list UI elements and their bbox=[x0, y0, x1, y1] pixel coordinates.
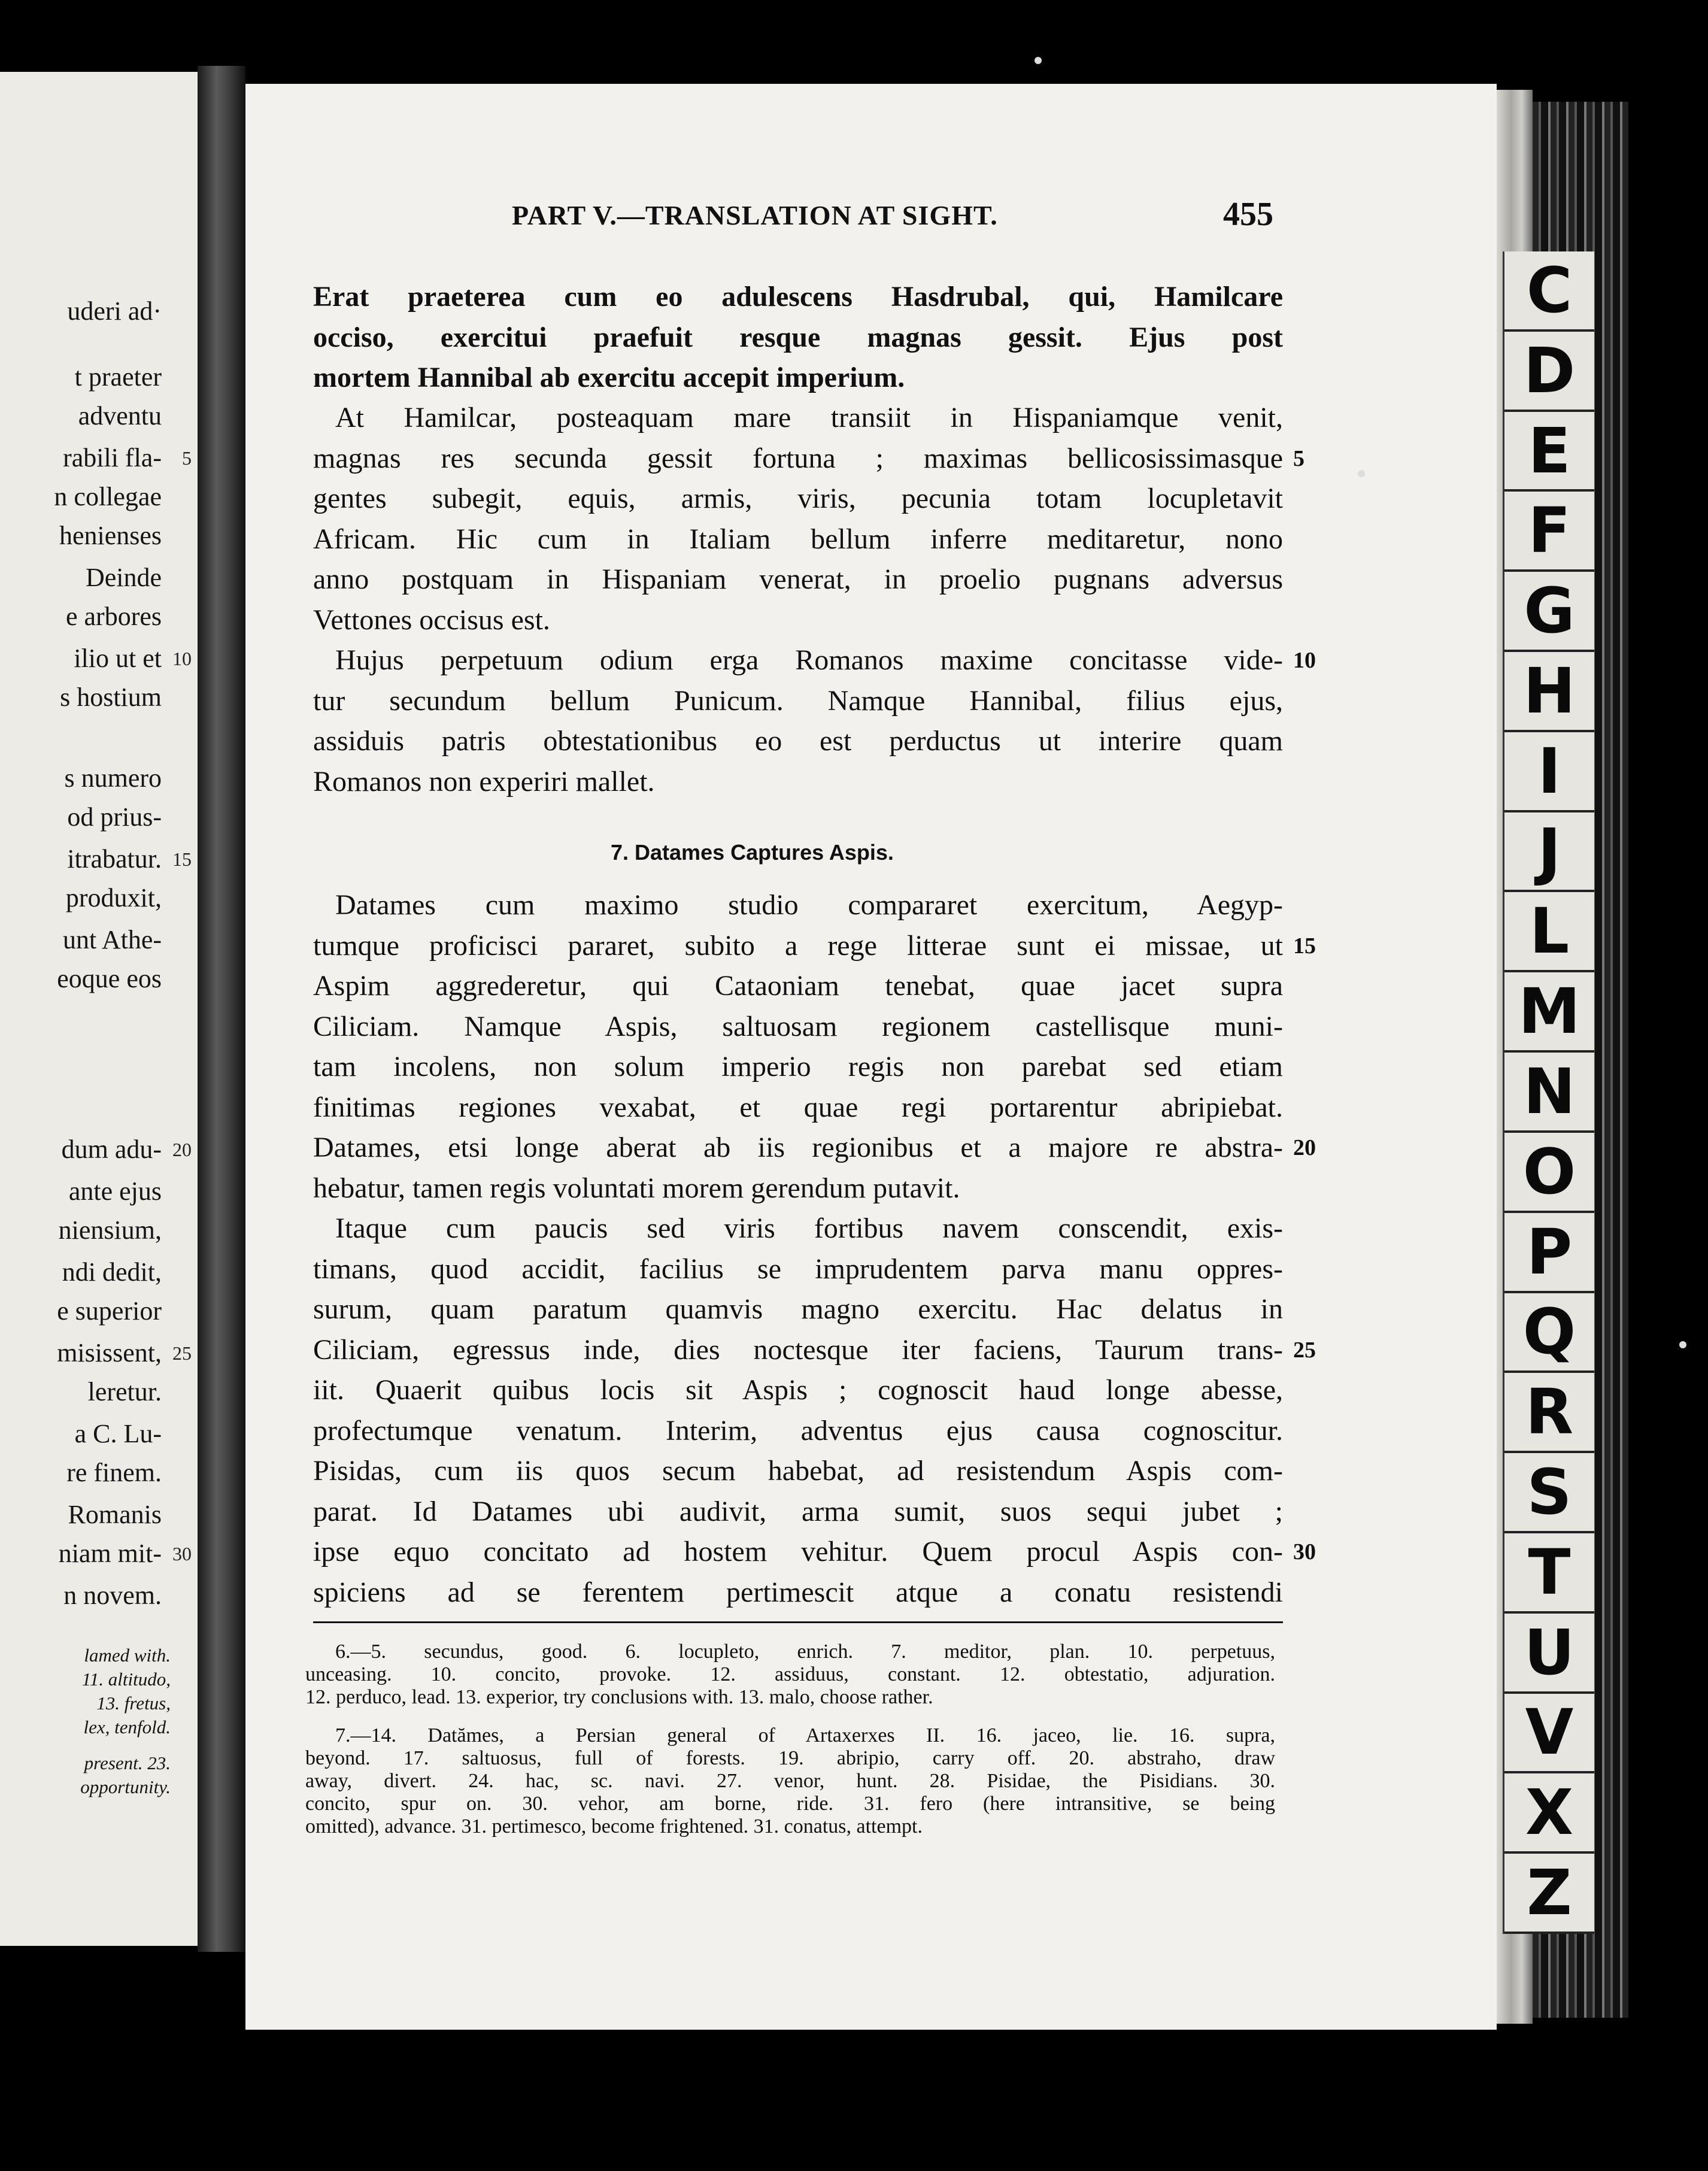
index-tab-p[interactable]: P bbox=[1504, 1213, 1594, 1293]
text-line: Aspim aggrederetur, qui Cataoniam tenebat, quae jacet supra bbox=[313, 970, 1283, 1002]
index-tab-m[interactable]: M bbox=[1504, 972, 1594, 1053]
index-tab-i[interactable]: I bbox=[1504, 732, 1594, 812]
line-number: 30 bbox=[1293, 1539, 1316, 1564]
index-tab-x[interactable]: X bbox=[1504, 1773, 1594, 1854]
text-line: iit. Quaerit quibus locis sit Aspis ; cognoscit haud longe abesse, bbox=[313, 1374, 1283, 1406]
facing-footnote-line: lex, tenfold. bbox=[83, 1717, 171, 1738]
facing-text-line: s numero bbox=[64, 763, 162, 793]
line-number: 25 bbox=[1293, 1338, 1316, 1363]
text-line: tumque proficisci pararet, subito a rege litterae sunt ei missae, ut bbox=[313, 930, 1283, 962]
footnote-line: 7.—14. Datămes, a Persian general of Artaxerxes II. 16. jaceo, lie. 16. supra, bbox=[335, 1724, 1275, 1746]
facing-text-line: ante ejus bbox=[68, 1177, 162, 1206]
text-line: ipse equo concitato ad hostem vehitur. Quem procul Aspis con- bbox=[313, 1536, 1283, 1567]
index-tab-g[interactable]: G bbox=[1504, 572, 1594, 652]
text-line: assiduis patris obtestationibus eo est perductus ut interire quam bbox=[313, 725, 1283, 757]
facing-text-line: ndi dedit, bbox=[62, 1257, 162, 1287]
facing-text-line: niensium, bbox=[58, 1215, 162, 1245]
text-line: hebatur, tamen regis voluntati morem gerendum putavit. bbox=[313, 1172, 960, 1204]
facing-text-line: n collegae bbox=[54, 482, 162, 511]
index-tab-s[interactable]: S bbox=[1504, 1453, 1594, 1533]
index-tab-z[interactable]: Z bbox=[1504, 1854, 1594, 1934]
index-tab-j[interactable]: J bbox=[1504, 812, 1594, 893]
line-number: 20 bbox=[1293, 1135, 1316, 1160]
facing-text-line: eoque eos bbox=[57, 964, 162, 993]
facing-text-line: itrabatur. bbox=[67, 844, 162, 874]
text-line: At Hamilcar, posteaquam mare transiit in Hispaniamque venit, bbox=[335, 402, 1283, 433]
facing-text-line: a C. Lu- bbox=[74, 1419, 162, 1448]
speck bbox=[1034, 57, 1042, 64]
index-tab-t[interactable]: T bbox=[1504, 1533, 1594, 1614]
text-line: surum, quam paratum quamvis magno exercitu. Hac delatus in bbox=[313, 1293, 1283, 1325]
text-line: spiciens ad se ferentem pertimescit atque a conatu resistendi bbox=[313, 1576, 1283, 1608]
index-tab-f[interactable]: F bbox=[1504, 492, 1594, 572]
footnote-line: 12. perduco, lead. 13. experior, try conclusions with. 13. malo, choose rather. bbox=[305, 1686, 933, 1708]
section-heading: 7. Datames Captures Aspis. bbox=[611, 840, 894, 865]
text-line: gentes subegit, equis, armis, viris, pecunia totam locupletavit bbox=[313, 483, 1283, 514]
facing-line-number: 25 bbox=[172, 1342, 192, 1364]
text-line: Datames cum maximo studio compararet exercitum, Aegyp- bbox=[335, 889, 1283, 921]
line-number: 15 bbox=[1293, 933, 1316, 959]
footnote-line: concito, spur on. 30. vehor, am borne, ride. 31. fero (here intransitive, se being bbox=[305, 1793, 1275, 1815]
index-tab-c[interactable]: C bbox=[1504, 251, 1594, 332]
facing-text-line: s hostium bbox=[60, 683, 162, 712]
facing-text-line: re finem. bbox=[66, 1458, 162, 1487]
footnote-line: away, divert. 24. hac, sc. navi. 27. venor, hunt. 28. Pisidae, the Pisidians. 30. bbox=[305, 1770, 1275, 1792]
facing-line-number: 20 bbox=[172, 1139, 192, 1160]
facing-text-line: t praeter bbox=[74, 362, 162, 392]
facing-text-line: leretur. bbox=[87, 1377, 162, 1406]
text-line: Hujus perpetuum odium erga Romanos maxime concitasse vide- bbox=[335, 644, 1283, 676]
text-line: tur secundum bellum Punicum. Namque Hannibal, filius ejus, bbox=[313, 685, 1283, 717]
facing-text-line: n novem. bbox=[63, 1581, 162, 1610]
book-gutter bbox=[198, 66, 245, 1952]
footnote-line: unceasing. 10. concito, provoke. 12. assiduus, constant. 12. obtestatio, adjuration. bbox=[305, 1663, 1275, 1685]
index-tab-e[interactable]: E bbox=[1504, 412, 1594, 492]
facing-footnote-line: 11. altitudo, bbox=[81, 1669, 171, 1690]
text-line: anno postquam in Hispaniam venerat, in proelio pugnans adversus bbox=[313, 563, 1283, 595]
text-line: magnas res secunda gessit fortuna ; maximas bellicosissimasque bbox=[313, 442, 1283, 474]
facing-text-line: Romanis bbox=[68, 1500, 162, 1529]
index-tab-h[interactable]: H bbox=[1504, 652, 1594, 732]
index-tab-l[interactable]: L bbox=[1504, 892, 1594, 972]
facing-line-number: 5 bbox=[182, 447, 192, 469]
line-number: 5 bbox=[1293, 446, 1304, 471]
facing-text-line: unt Athe- bbox=[63, 925, 162, 954]
facing-footnote-line: lamed with. bbox=[84, 1645, 171, 1666]
facing-line-number: 15 bbox=[172, 848, 192, 870]
page-number: 455 bbox=[1223, 196, 1273, 233]
facing-line-number: 30 bbox=[172, 1543, 192, 1564]
text-line: tam incolens, non solum imperio regis non parebat sed etiam bbox=[313, 1051, 1283, 1083]
text-line: Vettones occisus est. bbox=[313, 604, 550, 636]
facing-text-line: produxit, bbox=[65, 883, 162, 912]
speck bbox=[1358, 470, 1365, 477]
index-tab-v[interactable]: V bbox=[1504, 1694, 1594, 1774]
facing-text-line: e arbores bbox=[65, 602, 162, 631]
facing-text-line: uderi ad· bbox=[67, 296, 162, 326]
text-line: Pisidas, cum iis quos secum habebat, ad resistendum Aspis com- bbox=[313, 1455, 1283, 1487]
facing-text-line: e superior bbox=[57, 1296, 162, 1326]
facing-footnote-line: opportunity. bbox=[80, 1776, 171, 1797]
text-line: Romanos non experiri mallet. bbox=[313, 766, 655, 798]
text-line: parat. Id Datames ubi audivit, arma sumit, suos sequi jubet ; bbox=[313, 1496, 1283, 1527]
footnote-line: omitted), advance. 31. pertimesco, become frightened. 31. conatus, attempt. bbox=[305, 1815, 923, 1838]
text-line: Erat praeterea cum eo adulescens Hasdrubal, qui, Hamilcare bbox=[313, 281, 1283, 313]
running-head: PART V.—TRANSLATION AT SIGHT. bbox=[512, 200, 998, 231]
text-line: mortem Hannibal ab exercitu accepit imperium. bbox=[313, 362, 905, 393]
facing-line-number: 10 bbox=[172, 648, 192, 669]
footnote-line: beyond. 17. saltuosus, full of forests. 19. abripio, carry off. 20. abstraho, draw bbox=[305, 1747, 1275, 1769]
footnote-rule bbox=[313, 1621, 1283, 1623]
facing-footnote-line: present. 23. bbox=[84, 1752, 171, 1773]
index-tab-u[interactable]: U bbox=[1504, 1614, 1594, 1694]
text-line: Ciliciam, egressus inde, dies noctesque iter faciens, Taurum trans- bbox=[313, 1334, 1283, 1366]
text-line: Ciliciam. Namque Aspis, saltuosam regionem castellisque muni- bbox=[313, 1011, 1283, 1042]
text-line: profectumque venatum. Interim, adventus ejus causa cognoscitur. bbox=[313, 1415, 1283, 1447]
text-line: Itaque cum paucis sed viris fortibus navem conscendit, exis- bbox=[335, 1212, 1283, 1244]
facing-text-line: adventu bbox=[78, 401, 162, 430]
text-line: timans, quod accidit, facilius se imprudentem parva manu oppres- bbox=[313, 1253, 1283, 1285]
facing-text-line: henienses bbox=[59, 521, 162, 550]
thumb-index bbox=[1503, 251, 1594, 1934]
footnote-line: 6.—5. secundus, good. 6. locupleto, enrich. 7. meditor, plan. 10. perpetuus, bbox=[335, 1641, 1275, 1663]
text-line: Datames, etsi longe aberat ab iis regionibus et a majore re abstra- bbox=[313, 1132, 1283, 1163]
text-line: occiso, exercitui praefuit resque magnas gessit. Ejus post bbox=[313, 322, 1283, 353]
index-tab-q[interactable]: Q bbox=[1504, 1293, 1594, 1373]
facing-text-line: dum adu- bbox=[61, 1135, 162, 1164]
index-tab-d[interactable]: D bbox=[1504, 332, 1594, 412]
index-tab-n[interactable]: N bbox=[1504, 1053, 1594, 1133]
line-number: 10 bbox=[1293, 648, 1316, 673]
facing-text-line: Deinde bbox=[85, 563, 162, 592]
facing-text-line: od prius- bbox=[67, 802, 162, 832]
facing-text-line: ilio ut et bbox=[74, 644, 162, 673]
facing-footnote-line: 13. fretus, bbox=[96, 1693, 171, 1714]
text-line: Africam. Hic cum in Italiam bellum inferre meditaretur, nono bbox=[313, 523, 1283, 555]
text-line: finitimas regiones vexabat, et quae regi portarentur abripiebat. bbox=[313, 1091, 1283, 1123]
facing-text-line: niam mit- bbox=[58, 1539, 162, 1568]
speck bbox=[1679, 1341, 1686, 1348]
index-tab-o[interactable]: O bbox=[1504, 1133, 1594, 1213]
facing-text-line: rabili fla- bbox=[63, 443, 162, 472]
facing-text-line: misissent, bbox=[57, 1338, 162, 1368]
index-tab-r[interactable]: R bbox=[1504, 1373, 1594, 1453]
